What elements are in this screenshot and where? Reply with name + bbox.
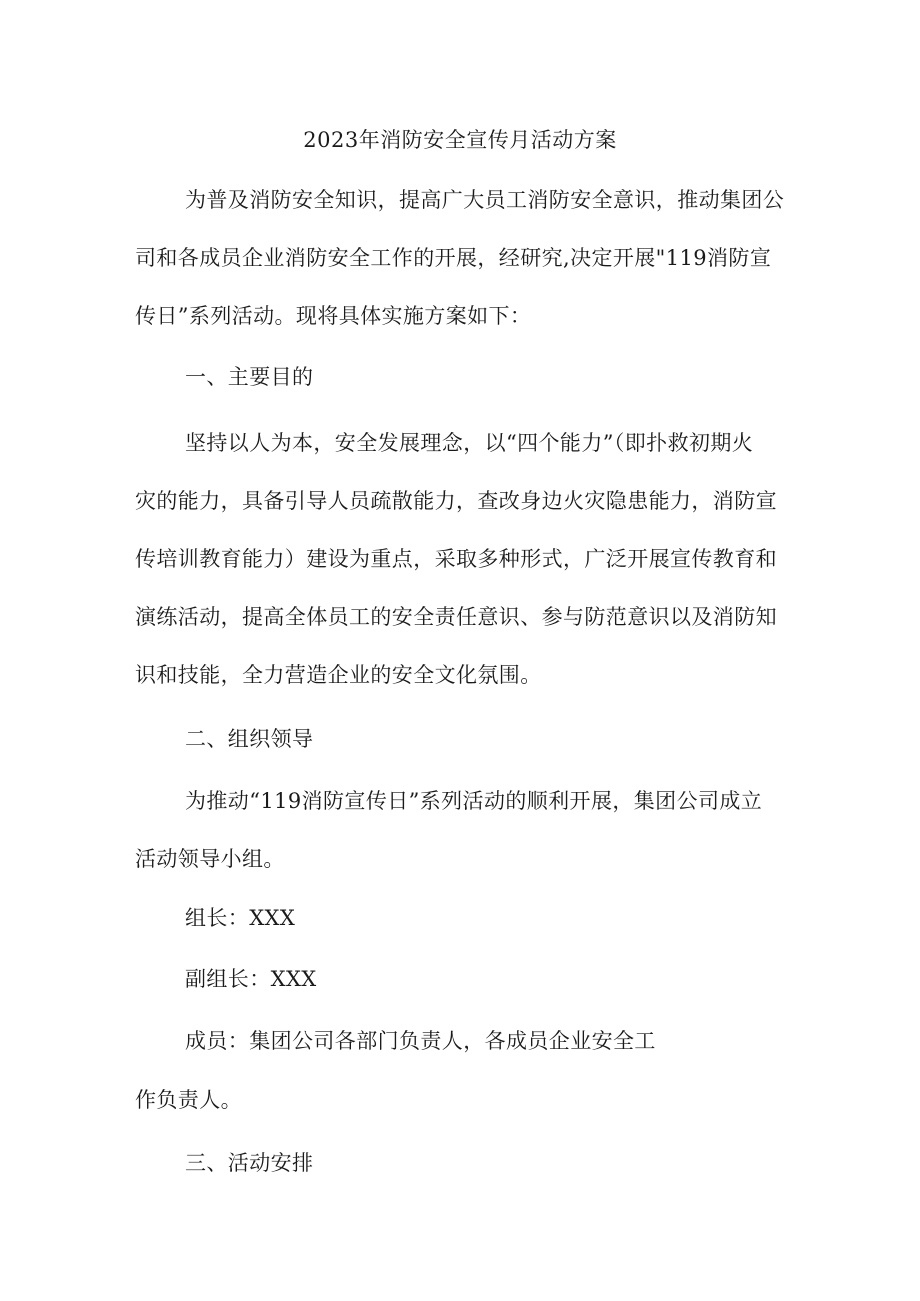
members-line-2: 作负责人。 <box>135 1088 242 1112</box>
section-1-line-2: 灾的能力，具备引导人员疏散能力，查改身边火灾隐患能力，消防宣 <box>135 489 777 513</box>
section-1-line-1: 坚持以人为本，安全发展理念，以“四个能力”（即扑救初期火 <box>185 431 754 455</box>
members-line-1: 成员：集团公司各部门负责人，各成员企业安全工 <box>185 1029 656 1053</box>
section-1-heading: 一、主要目的 <box>185 365 314 389</box>
leader-line: 组长：XXX <box>185 906 296 930</box>
section-2-line-2: 活动领导小组。 <box>135 847 285 871</box>
section-2-line-1: 为推动“119消防宣传日”系列活动的顺利开展，集团公司成立 <box>185 789 763 813</box>
section-2-heading: 二、组织领导 <box>185 727 314 751</box>
intro-line-2: 司和各成员企业消防安全工作的开展，经研究,决定开展"119消防宣 <box>135 246 772 270</box>
section-1-line-4: 演练活动，提高全体员工的安全责任意识、参与防范意识以及消防知 <box>135 605 777 629</box>
document-title: 2023年消防安全宣传月活动方案 <box>303 128 617 152</box>
intro-line-1: 为普及消防安全知识，提高广大员工消防安全意识，推动集团公 <box>185 188 785 212</box>
section-1-line-5: 识和技能，全力营造企业的安全文化氛围。 <box>135 663 542 687</box>
section-1-line-3: 传培训教育能力）建设为重点，采取多种形式，广泛开展宣传教育和 <box>135 547 777 571</box>
intro-line-3: 传日”系列活动。现将具体实施方案如下： <box>135 304 532 328</box>
deputy-leader-line: 副组长：XXX <box>185 967 317 991</box>
section-3-heading: 三、活动安排 <box>185 1151 314 1175</box>
